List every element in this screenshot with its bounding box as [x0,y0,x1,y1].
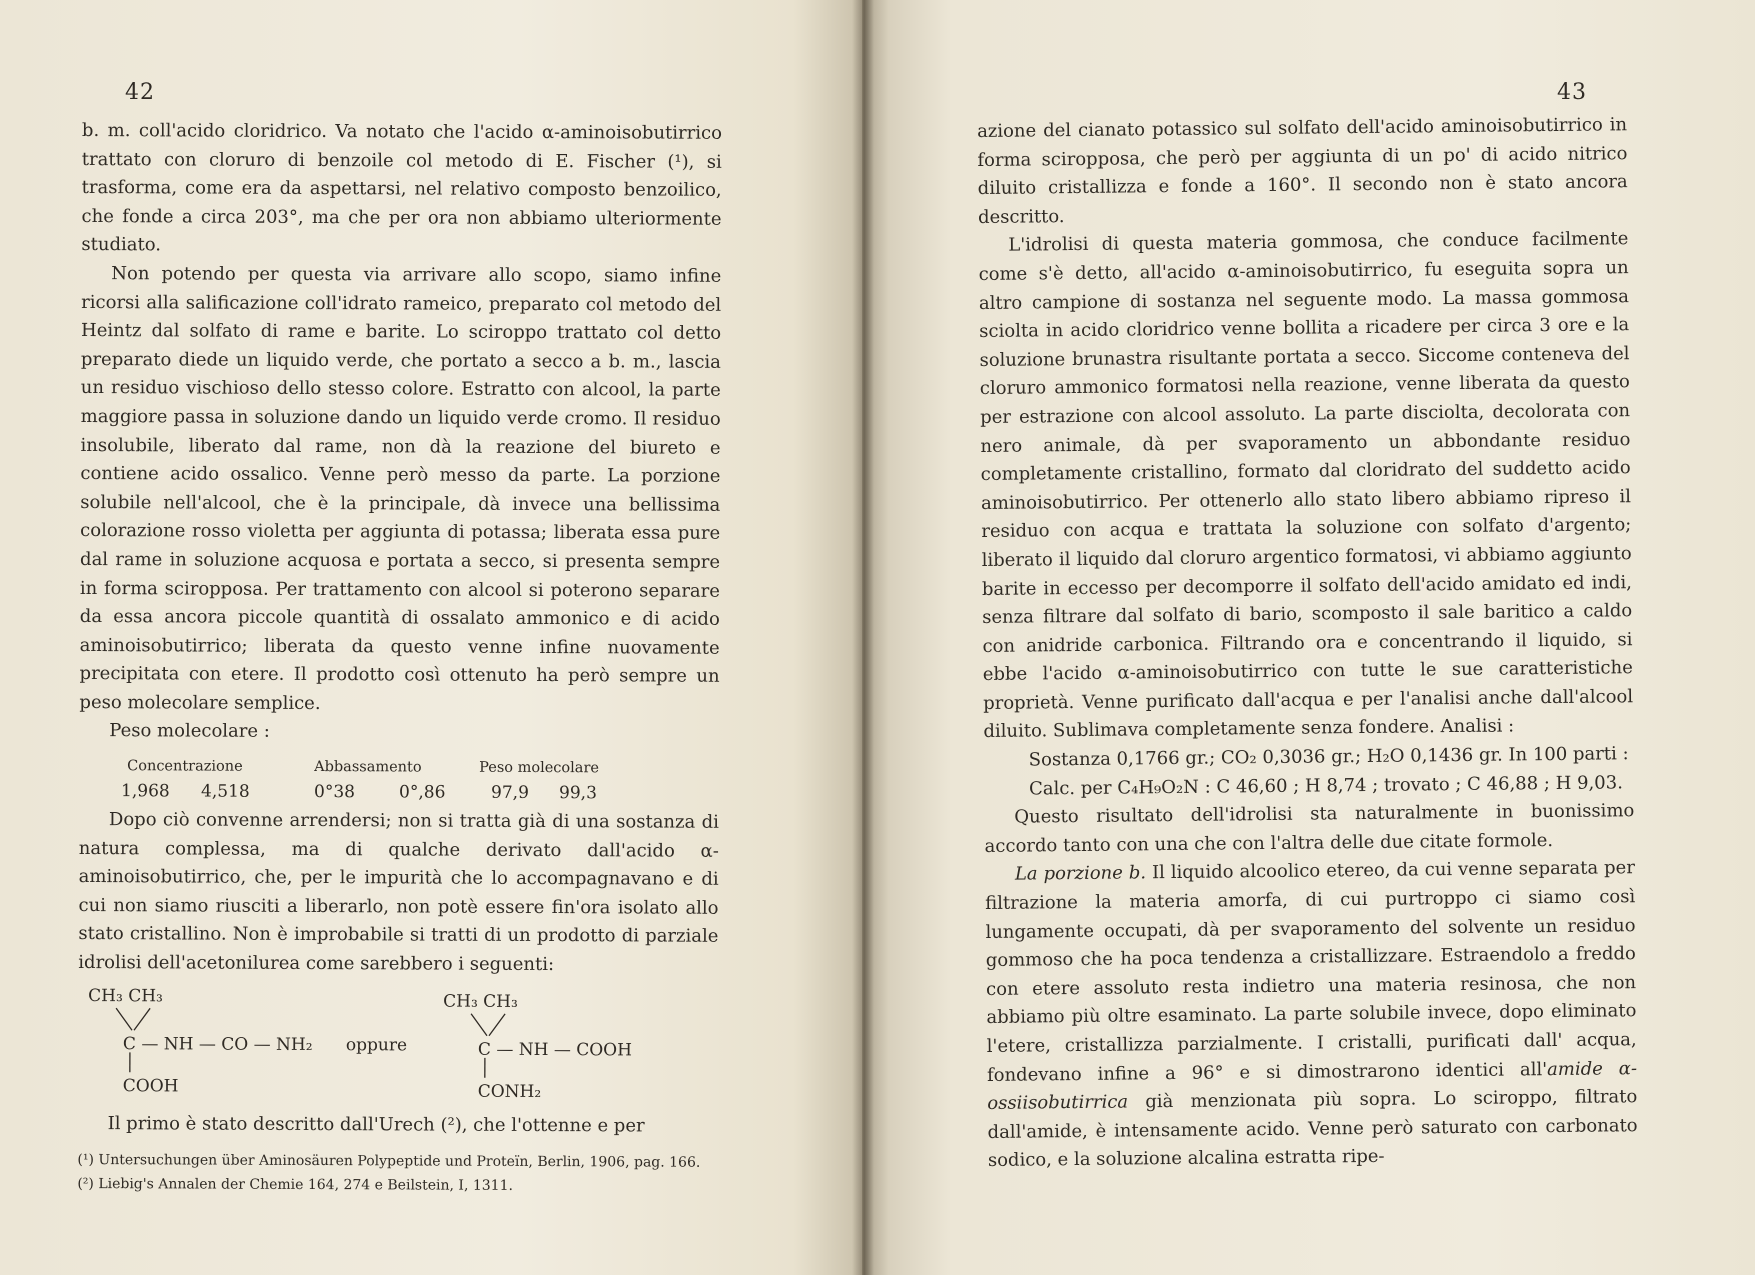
formula-2-bond [481,1057,491,1079]
paragraph: L'idrolisi di questa materia gommosa, che conduce facilmente come s'è detto, all'acido α-aminoisobutirrico, fu eseguita sopra un altro campione di sostanza nel seguente modo. La massa gommosa sciolta in acido cloridrico venne bollita a ricadere per circa 3 ore e la soluzione brunastra risultante portata a secco. Siccome conteneva del cloruro ammonico formatosi nella reazione, venne liberata da questo per estrazione con alcool assoluto. La parte disciolta, decolorata con nero animale, dà per svaporamento un abbondante residuo completamente cristallino, formato dal cloridrato del suddetto acido aminoisobutirrico. Per ottenerlo allo stato libero abbiamo ripreso il residuo con acqua e trattata la soluzione con solfato d'argento; liberato il liquido dal cloruro argentico formatosi, vi abbiamo aggiunto barite in eccesso per decomporre il solfato dell'acido amidato ed indi, senza filtrare dal solfato di bario, scomposto il sale baritico a caldo con anidride carbonica. Filtrando ora e concentrando il liquido, si ebbe l'acido α-aminoisobutirrico con tutte le sue caratteristiche proprietà. Venne purificato dall'acqua e per l'analisi anche dall'alcool diluito. Sublimava completamente senza fondere. Analisi : [978,228,1634,743]
analysis-line: Calc. per C₄H₉O₂N : C 46,60 ; H 8,74 ; trovato ; C 46,88 ; H 9,03. [1028,771,1623,800]
column-header: Concentrazione [127,758,243,775]
footnote-1: (¹) Untersuchungen über Aminosäuren Polypeptide und Proteïn, Berlin, 1906, pag. 166. [77,1152,701,1171]
formula-2-amide: CONH₂ [477,1081,542,1102]
formula-connector: oppure [345,1034,408,1056]
paragraph: Peso molecolare : [109,720,270,743]
formula-2-methyls: CH₃ CH₃ [443,991,518,1012]
left-text-body [77,117,722,1197]
table-cell: 0°38 [314,782,356,803]
page-number: 42 [125,80,155,105]
formula-1-chain: C — NH — CO — NH₂ [122,1033,313,1055]
paragraph: b. m. coll'acido cloridrico. Va notato che l'acido α-aminoisobutirrico trattato con cloruro di benzoile col metodo di E. Fischer (¹), si trasforma, come era da aspettarsi, nel relativo composto benzoilico, che fonde a circa 203°, ma che per ora non abbiamo ulteriormente studiato. [81,119,722,256]
right-text-body [977,111,1638,1176]
footnotes [77,1150,717,1197]
paragraph [985,855,1638,1176]
paragraph: Non potendo per questa via arrivare allo scopo, siamo infine ricorsi alla salificazione coll'idrato rameico, preparato col metodo del Heintz dal solfato di rame e barite. Lo sciroppo trattato col detto preparato diede un liquido verde, che portato a secco a b. m., lascia un residuo vischioso dello stesso colore. Estratto con alcool, la parte maggiore passa in soluzione dando un liquido verde cromo. Il residuo insolubile, liberato dal rame, non dà la reazione del biureto e contiene acido ossalico. Venne però messo da parte. La porzione solubile nell'alcool, che è la principale, dà invece una bellissima colorazione rosso violetta per aggiunta di potassa; liberata essa pure dal rame in soluzione acquosa e portata a secco, si presenta sempre in forma sciropposa. Per trattamento con alcool si poterono separare da essa ancora piccole quantità di ossalato ammonico e di acido aminoisobutirrico; liberata da questo venne infine nuovamente precipitata con etere. Il prodotto così ottenuto ha però sempre un peso molecolare semplice. [79,263,722,714]
table-cell: 4,518 [201,781,250,802]
text-run: già menzionata più sopra. Lo sciroppo, filtrato dall'amide, è intensamente acido. Venne però saturato con carbonato sodico, e la soluzione alcalina estratta ripe- [987,1086,1638,1172]
italic-term: amide α-ossiisobutirrica [987,1057,1638,1115]
paragraph: Il primo è stato descritto dall'Urech (²), che l'ottenne e per [107,1112,645,1137]
paragraph: azione del cianato potassico sul solfato dell'acido aminoisobutirrico in forma sciropposa, che però per aggiunta di un po' di acido nitrico diluito cristallizza e fonde a 160°. Il secondo non è stato ancora descritto. [977,114,1628,228]
italic-heading: La porzione b. [1014,862,1147,886]
paragraph: Questo risultato dell'idrolisi sta naturalmente in buonissimo accordo tanto con una che con l'altra delle due citate formole. [984,800,1635,857]
right-page [862,0,1755,1275]
table-cell: 0°,86 [399,782,446,803]
structural-formulas [78,980,719,1113]
page-number: 43 [1557,80,1587,105]
formula-1-carboxyl: COOH [122,1075,179,1097]
formula-1-bond [126,1052,136,1074]
table-cell: 99,3 [559,783,597,804]
table-cell: 97,9 [491,782,529,804]
formula-1-methyls: CH₃ CH₃ [88,985,163,1006]
analysis-line: Sostanza 0,1766 gr.; CO₂ 0,3036 gr.; H₂O 0,1436 gr. In 100 parti : [1028,743,1629,771]
column-header: Peso molecolare [479,759,600,777]
molecular-weight-table [79,750,719,809]
column-header: Abbassamento [314,759,422,776]
footnote-2: (²) Liebig's Annalen der Chemie 164, 274 e Beilstein, I, 1311. [77,1176,513,1195]
book-gutter [852,0,874,1275]
paragraph: Dopo ciò convenne arrendersi; non si tratta già di una sostanza di natura complessa, ma di qualche derivato dall'acido α-aminoisobutirrico, che, per le impurità che lo accompagnavano e di cui non siamo riusciti a liberarlo, non potè essere fin'ora isolato allo stato cristallino. Non è improbabile si tratti di un prodotto di parziale idrolisi dell'acetonilurea come sarebbero i seguenti: [78,809,719,976]
formula-2-chain: C — NH — COOH [477,1039,633,1061]
left-page [0,0,862,1275]
text-run: Il liquido alcoolico etereo, da cui venne separata per filtrazione la materia amorfa, di cui purtroppo ci siamo così lungamente occupati, dà per svaporamento del solvente un residuo gommoso che ha poca tendenza a cristallizzare. Estraendolo a freddo con etere assoluto resta indietro una materia resinosa, che non abbiamo più oltre esaminato. La parte solubile invece, dopo eliminato l'etere, cristallizza parzialmente. I cristalli, purificati dall' acqua, fondevano infine a 96° e si dimostrarono identici all' [985,857,1637,1086]
table-cell: 1,968 [121,781,170,802]
